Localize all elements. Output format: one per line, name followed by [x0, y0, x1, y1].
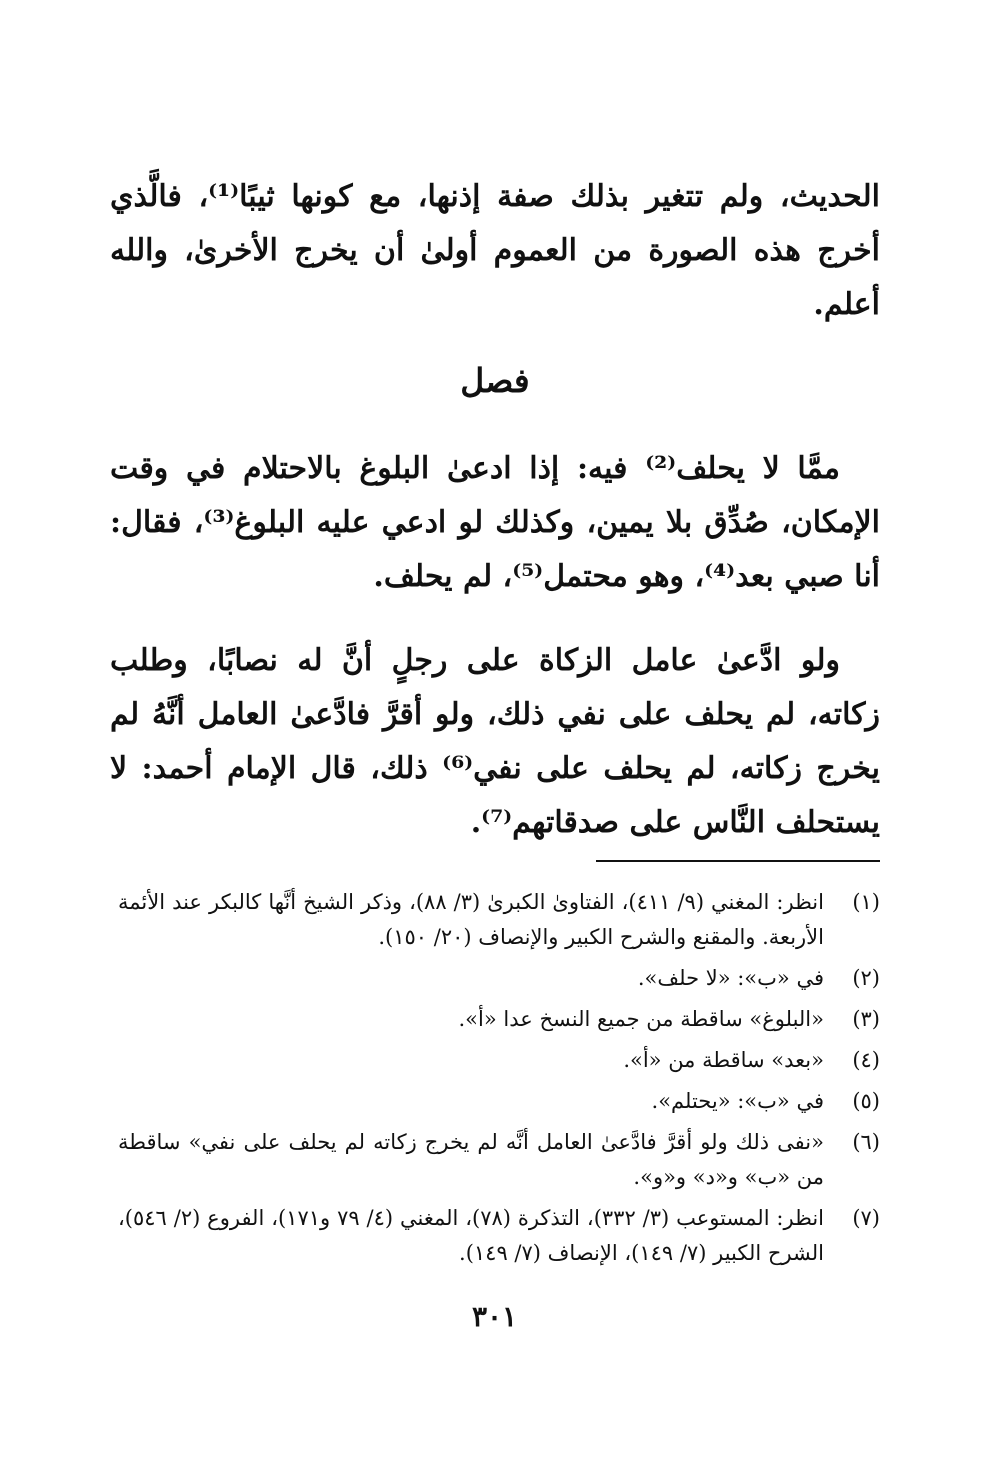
footnote-text: في «ب»: «يحتلم». — [651, 1089, 824, 1113]
footnote-text: في «ب»: «لا حلف». — [637, 966, 824, 990]
footnote-number: (١) — [852, 890, 880, 914]
footnote-number: (٣) — [852, 1007, 880, 1031]
footnote-number: (٧) — [852, 1206, 880, 1230]
footnote-item — [118, 961, 880, 996]
footnote-text: «بعد» ساقطة من «أ». — [623, 1048, 824, 1072]
intro-paragraph: الحديث، ولم تتغير بذلك صفة إذنها، مع كونها ثيبًا⁽¹⁾، فالَّذي أخرج هذه الصورة من العموم أولىٰ أن يخرج الأخرىٰ، والله أعلم. — [110, 179, 880, 322]
footnotes — [118, 885, 880, 1277]
footnote-item — [118, 1043, 880, 1078]
main-text — [110, 170, 880, 850]
footnote-item — [118, 1125, 880, 1195]
footnote-item — [118, 1084, 880, 1119]
footnote-number: (٢) — [852, 966, 880, 990]
footnote-text: انظر: المستوعب (٣/ ٣٣٢)، التذكرة (٧٨)، المغني (٤/ ٧٩ و١٧١)، الفروع (٢/ ٥٤٦)، الشرح الكبير (٧/ ١٤٩)، الإنصاف (٧/ ١٤٩). — [118, 1206, 824, 1265]
footnote-divider — [596, 860, 880, 862]
section-heading: فصل — [460, 361, 530, 400]
footnote-number: (٦) — [852, 1130, 880, 1154]
footnote-text: «نفى ذلك ولو أقرَّ فادَّعىٰ العامل أنَّه لم يخرج زكاته لم يحلف على نفي» ساقطة من «ب» و«د» و«و». — [118, 1130, 824, 1189]
footnote-item — [118, 1201, 880, 1271]
footnote-text: «البلوغ» ساقطة من جميع النسخ عدا «أ». — [458, 1007, 824, 1031]
footnote-number: (٤) — [852, 1048, 880, 1072]
section-paragraph-2: ولو ادَّعىٰ عامل الزكاة على رجلٍ أنَّ له نصابًا، وطلب زكاته، لم يحلف على نفي ذلك، ولو أقرَّ فادَّعىٰ العامل أنَّهُ لم يخرج زكاته، لم يحلف على نفي⁽⁶⁾ ذلك، قال الإمام أحمد: لا يستحلف النَّاس على صدقاتهم⁽⁷⁾. — [110, 643, 880, 840]
footnote-item — [118, 1002, 880, 1037]
page-number: ٣٠١ — [471, 1300, 518, 1333]
footnote-text: انظر: المغني (٩/ ٤١١)، الفتاوىٰ الكبرىٰ (٣/ ٨٨)، وذكر الشيخ أنَّها كالبكر عند الأئمة الأربعة. والمقنع والشرح الكبير والإنصاف (٢٠/ ١٥٠). — [118, 890, 824, 949]
section-paragraph-1: ممَّا لا يحلف⁽²⁾ فيه: إذا ادعىٰ البلوغ بالاحتلام في وقت الإمكان، صُدِّق بلا يمين، وكذلك لو ادعي عليه البلوغ⁽³⁾، فقال: أنا صبي بعد⁽⁴⁾، وهو محتمل⁽⁵⁾، لم يحلف. — [110, 451, 880, 594]
footnote-number: (٥) — [852, 1089, 880, 1113]
footnote-item — [118, 885, 880, 955]
